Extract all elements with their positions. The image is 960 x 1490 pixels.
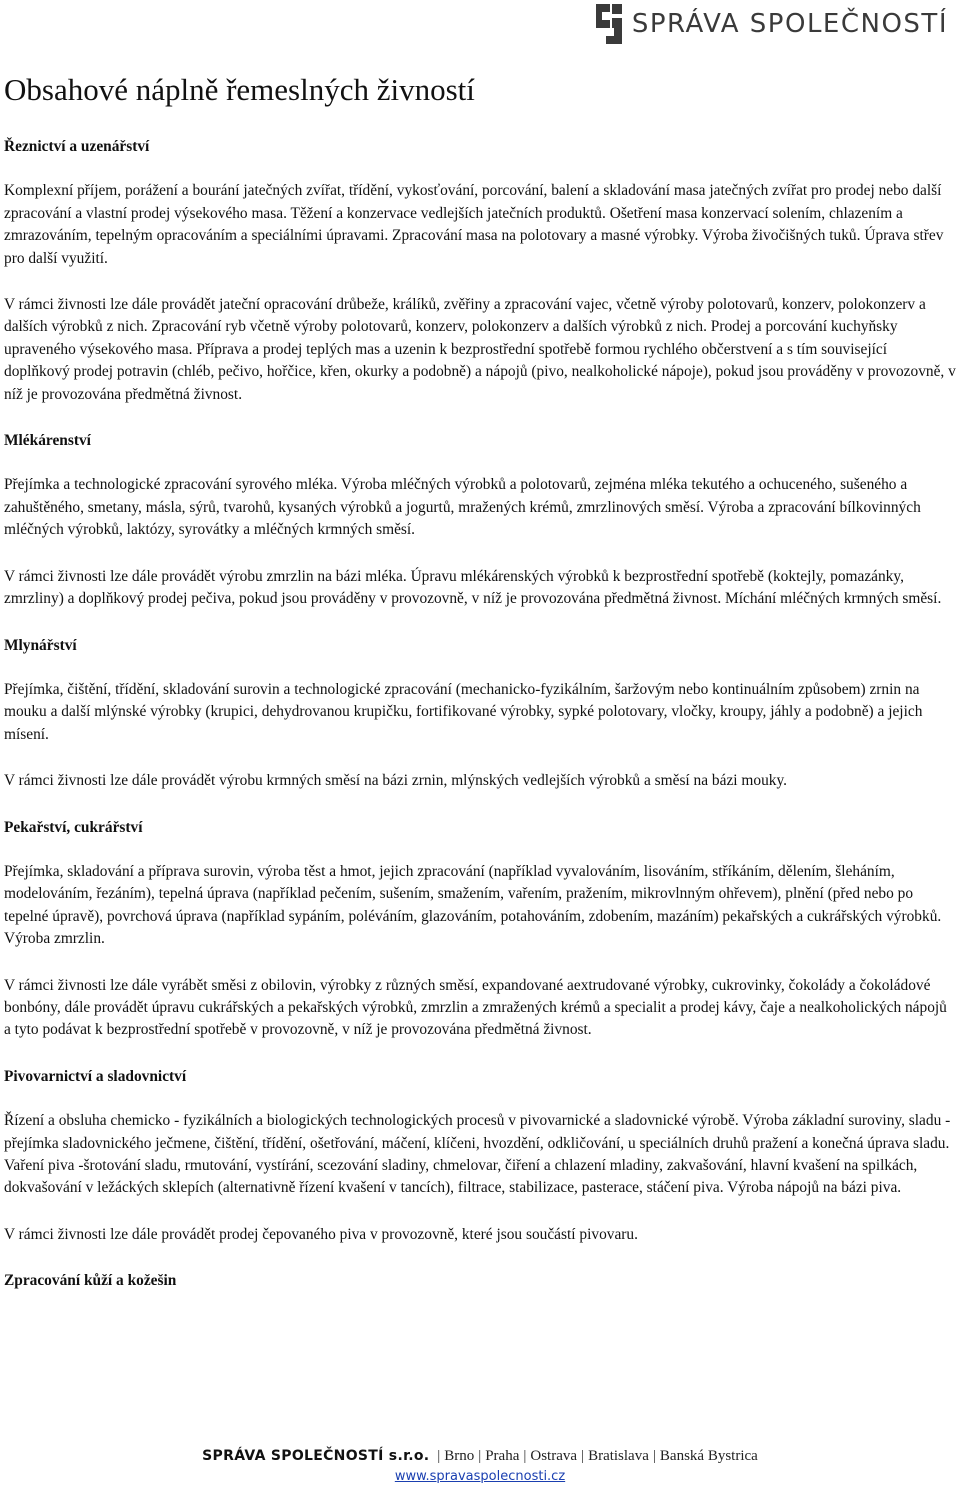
company-logo-icon [594,2,624,46]
section-heading: Mlékárenství [4,432,91,450]
footer [0,1446,960,1487]
logo-text: SPRÁVA SPOLEČNOSTÍ [631,9,948,39]
footer-separator: | [652,1448,656,1464]
section-paragraph: V rámci živnosti lze dále provádět jateční opracování drůbeže, králíků, zvěřiny a zpracování vajec, včetně výroby polotovarů, konzerv, polokonzerv a dalších výrobků z nich. Zpracování ryb včetně výroby polotovarů, konzerv, polokonzerv a dalších výrobků z nich. Prodej a porcování kuchyňsky upraveného výsekového masa. Příprava a prodej teplých mas a uzenin k bezprostřední spotřebě formou rychlého občerstvení a s tím související doplňkový prodej potravin (chléb, pečivo, hořčice, křen, okurky a podobně) a nápojů (pivo, nealkoholické nápoje), pokud jsou prováděny v provozovně, v níž je provozována předmětná živnost. [4,296,956,403]
footer-city: Praha [485,1448,520,1464]
section-paragraph: Přejímka a technologické zpracování syrového mléka. Výroba mléčných výrobků a polotovarů, zejména mléka tekutého a ochuceného, sušeného a zahuštěného, smetany, másla, sýrů, tvarohů, kysaných výrobků a jogurtů, mražených krémů, zmrzlinových směsí. Výroba a zpracování bílkovinných mléčných výrobků, laktózy, syrovátky a mléčných krmných směsí. [4,476,921,539]
document-body [4,136,956,1315]
footer-separator: | [523,1448,527,1464]
footer-city: Ostrava [530,1448,578,1464]
footer-city: Brno [444,1448,475,1464]
section-paragraph: Komplexní příjem, porážení a bourání jatečných zvířat, třídění, vykosťování, porcování, balení a skladování masa jatečných zvířat pro prodej nebo další zpracování a vlastní prodej výsekového masa. Těžení a konzervace vedlejších jatečních produktů. Ošetření masa konzervací solením, chlazením a zmrazováním, tepelným opracováním a speciálními úpravami. Zpracování masa na polotovary a masné výrobky. Výroba živočišných tuků. Úprava střev pro další využití. [4,182,944,267]
company-logo [594,2,948,46]
section-heading: Řeznictví a uzenářství [4,138,150,155]
section-paragraph: Řízení a obsluha chemicko - fyzikálních a biologických technologických procesů v pivovarnické a sladovnické výrobě. Výroba základní suroviny, sladu - přejímka sladovnického ječmene, čištění, třídění, ošetřování, máčení, klíčeni, hvozdění, odkličování, u speciálních druhů pražení a konečná úprava sladu. Vaření piva -šrotování sladu, rmutování, vystírání, scezování sladiny, chmelovar, čiření a chlazení mladiny, zakvašování, hlavní kvašení na spilkách, dokvašování v ležáckých sklepích (alternativně řízení kvašení v tancích), filtrace, stabilizace, pasterace, stáčení piva. Výroba nápojů na bázi piva. [4,1112,951,1197]
section-heading: Pivovarnictví a sladovnictví [4,1067,187,1085]
section-paragraph: V rámci živnosti lze dále provádět prodej čepovaného piva v provozovně, které jsou součástí pivovaru. [4,1225,638,1243]
footer-separator: | [581,1448,585,1464]
footer-company: SPRÁVA SPOLEČNOSTÍ s.r.o. [202,1448,430,1464]
section-paragraph: Přejímka, skladování a příprava surovin, výroba těst a hmot, jejich zpracování (například vyvalováním, lisováním, stříkáním, dělením, šleháním, modelováním, řezáním), tepelná úprava (například pečením, sušením, smažením, vařením, pražením, mikrovlnným ohřevem), plnění (před nebo po tepelné úpravě), povrchová úprava (například sypáním, poléváním, glazováním, potahováním, zdobením, mazáním) pekařských a cukrářských výrobků. Výroba zmrzlin. [4,862,942,948]
footer-separator: | [437,1448,441,1464]
section-paragraph: V rámci živnosti lze dále provádět výrobu zmrzlin na bázi mléka. Úpravu mlékárenských výrobků k bezprostřední spotřebě (koktejly, pomazánky, zmrzliny) a doplňkový prodej pečiva, pokud jsou prováděny v provozovně, v níž je provozována předmětná živnost. Míchání mléčných krmných směsí. [4,567,942,608]
footer-separator: | [478,1448,482,1464]
section-paragraph: Přejímka, čištění, třídění, skladování surovin a technologické zpracování (mechanicko-fyzikálním, šaržovým nebo kontinuálním způsobem) zrnin na mouku a další mlýnské výrobky (krupici, dehydrovanou krupičku, fortifikované výrobky, sypké polotovary, vločky, kroupy, jáhly a podobně) a jejich mísení. [4,680,923,743]
section-paragraph: V rámci živnosti lze dále provádět výrobu krmných směsí na bázi zrnin, mlýnských vedlejších výrobků a směsí na bázi mouky. [4,772,788,790]
footer-website-link[interactable]: www.spravaspolecnosti.cz [394,1469,566,1484]
section-heading: Mlynářství [4,636,77,654]
footer-city: Bratislava [588,1448,649,1464]
section-paragraph: V rámci živnosti lze dále vyrábět směsi z obilovin, výrobky z různých směsí, expandované aextrudované výrobky, cukrovinky, čokolády a čokoládové bonbóny, dále provádět úpravu cukrářských a pekařských výrobků, zmrzlin a zmražených krémů a specialit a prodej kávy, čaje a nealkoholických nápojů a tyto podávat k bezprostřední spotřebě v provozovně, v níž je provozována předmětná živnost. [4,976,947,1039]
section-heading: Pekařství, cukrářství [4,818,143,836]
page-title: Obsahové náplně řemeslných živností [4,72,475,107]
footer-city: Banská Bystrica [659,1448,758,1464]
footer-cities [433,1448,758,1464]
section-heading: Zpracování kůží a kožešin [4,1272,177,1290]
